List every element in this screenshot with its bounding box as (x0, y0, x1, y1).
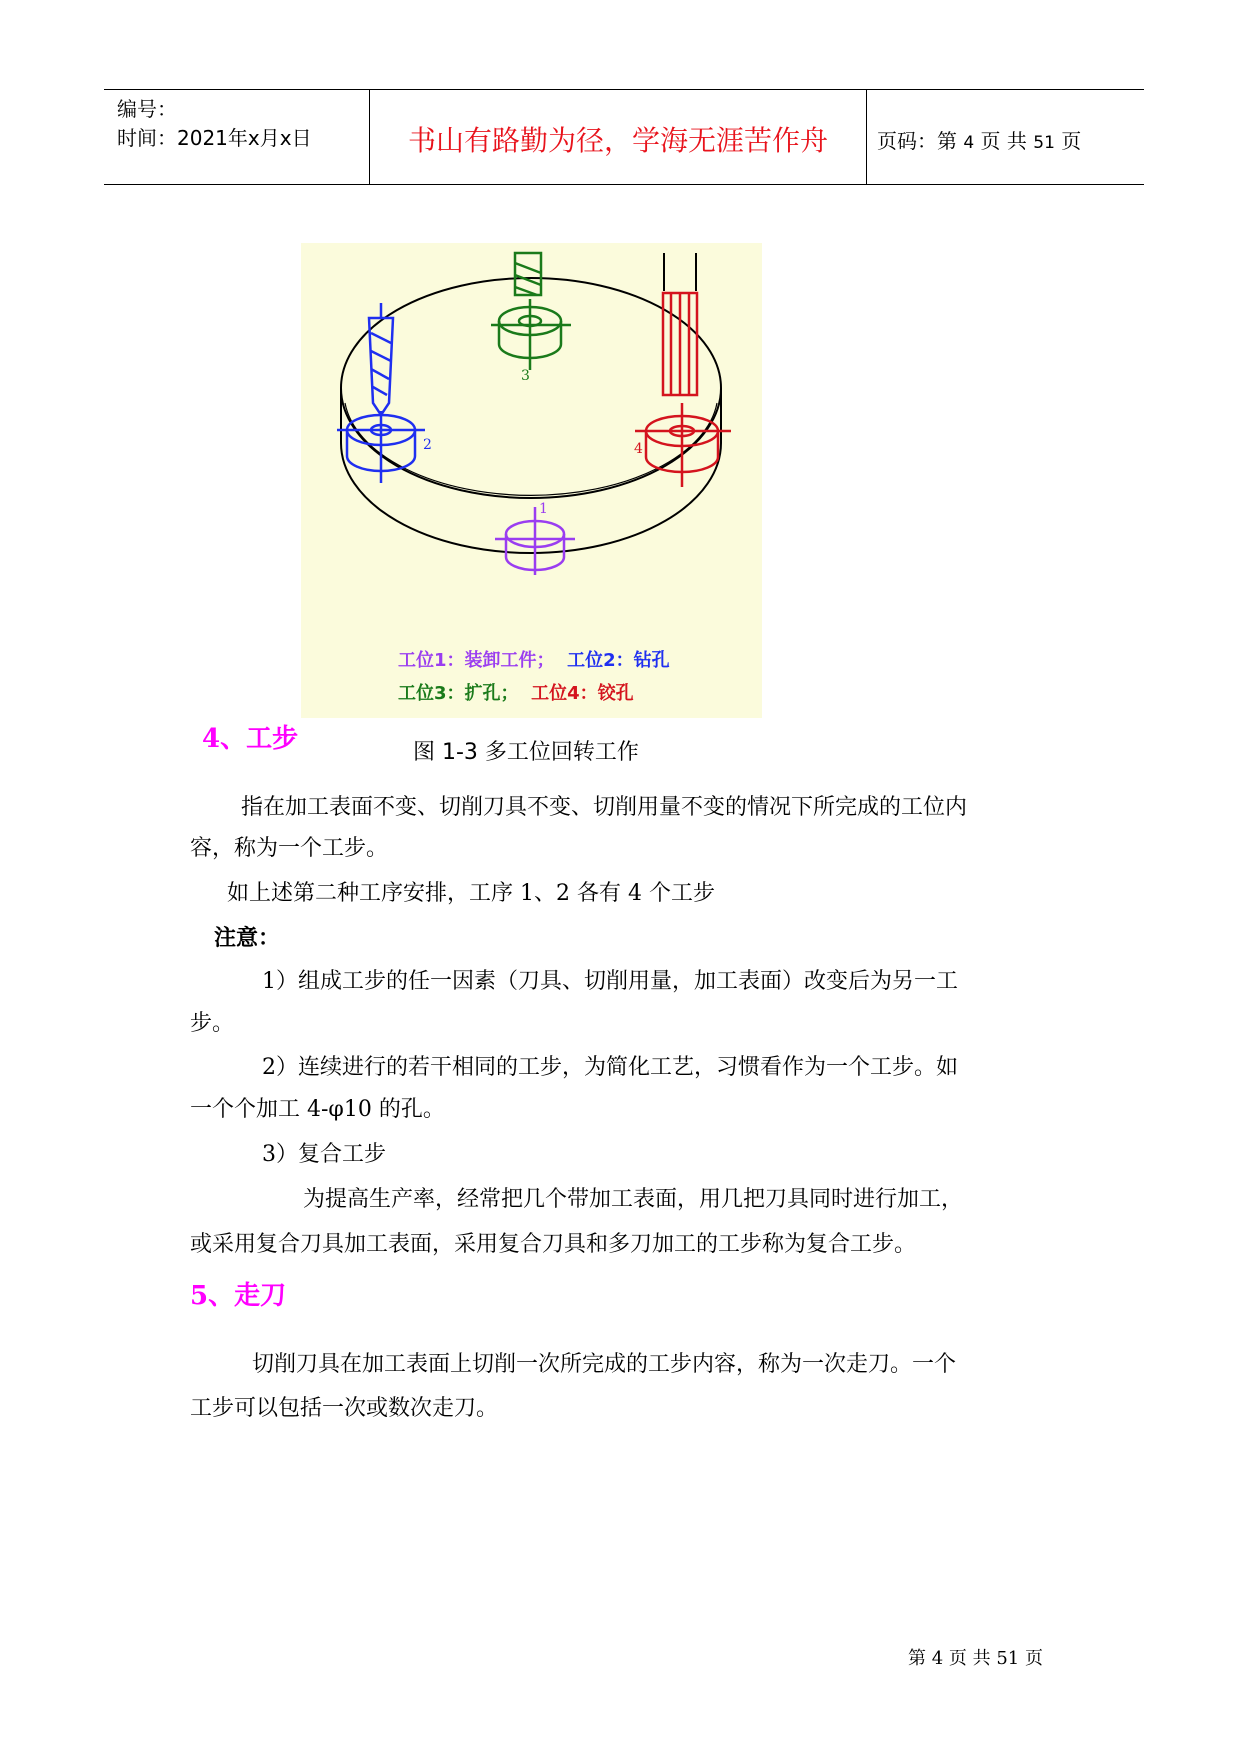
header-info-cell (104, 90, 369, 184)
figure-legend-line2 (398, 679, 634, 705)
note1-line2: 步。 (190, 1011, 235, 1036)
station1-label: 1 (539, 501, 548, 517)
station3-label: 3 (521, 368, 530, 384)
header-page-cell (865, 90, 1144, 184)
page-number-label: 页码：第 4 页 共 51 页 (877, 129, 1082, 153)
note3-line2: 或采用复合刀具加工表面，采用复合刀具和多刀加工的工步称为复合工步。 (190, 1232, 917, 1257)
s5-para1-line2: 工步可以包括一次或数次走刀。 (190, 1396, 499, 1421)
s4-para1-line2: 容，称为一个工步。 (190, 836, 389, 861)
figure-caption: 图 1-3 多工位回转工作 (413, 740, 639, 765)
legend-station3: 工位3：扩孔； (398, 683, 519, 704)
legend-station4: 工位4：铰孔 (531, 683, 634, 704)
figure-legend-line1 (398, 646, 670, 672)
note2-line1: 2）连续进行的若干相同的工步，为简化工艺，习惯看作为一个工步。如 (262, 1055, 958, 1080)
station1-workpiece (495, 507, 575, 575)
rotary-table-figure (301, 243, 762, 718)
station2-label: 2 (423, 437, 432, 453)
s5-para1-line1: 切削刀具在加工表面上切削一次所完成的工步内容，称为一次走刀。一个 (252, 1352, 957, 1377)
station4-spindle (664, 253, 696, 291)
s4-para2: 如上述第二种工序安排，工序 1、2 各有 4 个工步 (227, 881, 715, 906)
note3-line1: 为提高生产率，经常把几个带加工表面，用几把刀具同时进行加工， (303, 1187, 964, 1212)
page-footer: 第 4 页 共 51 页 (908, 1648, 1043, 1669)
section5-heading: 5、走刀 (190, 1281, 287, 1311)
header-motto-cell (369, 90, 867, 184)
section4-heading: 4、工步 (202, 724, 299, 754)
legend-station1: 工位1：装卸工件； (398, 650, 555, 671)
note-label: 注意： (214, 925, 281, 951)
note2-line2: 一个个加工 4-φ10 的孔。 (190, 1097, 445, 1122)
legend-station2: 工位2：钻孔 (567, 650, 670, 671)
note1-line1: 1）组成工步的任一因素（刀具、切削用量，加工表面）改变后为另一工 (262, 969, 958, 994)
station4-label: 4 (634, 441, 643, 457)
note3-title: 3）复合工步 (262, 1142, 386, 1167)
document-header (104, 89, 1144, 185)
serial-label: 编号： (117, 97, 177, 121)
time-label: 时间：2021年x月x日 (117, 126, 312, 150)
motto-text: 书山有路勤为径，学海无涯苦作舟 (407, 124, 828, 157)
s4-para1-line1: 指在加工表面不变、切削刀具不变、切削用量不变的情况下所完成的工位内 (241, 795, 968, 820)
